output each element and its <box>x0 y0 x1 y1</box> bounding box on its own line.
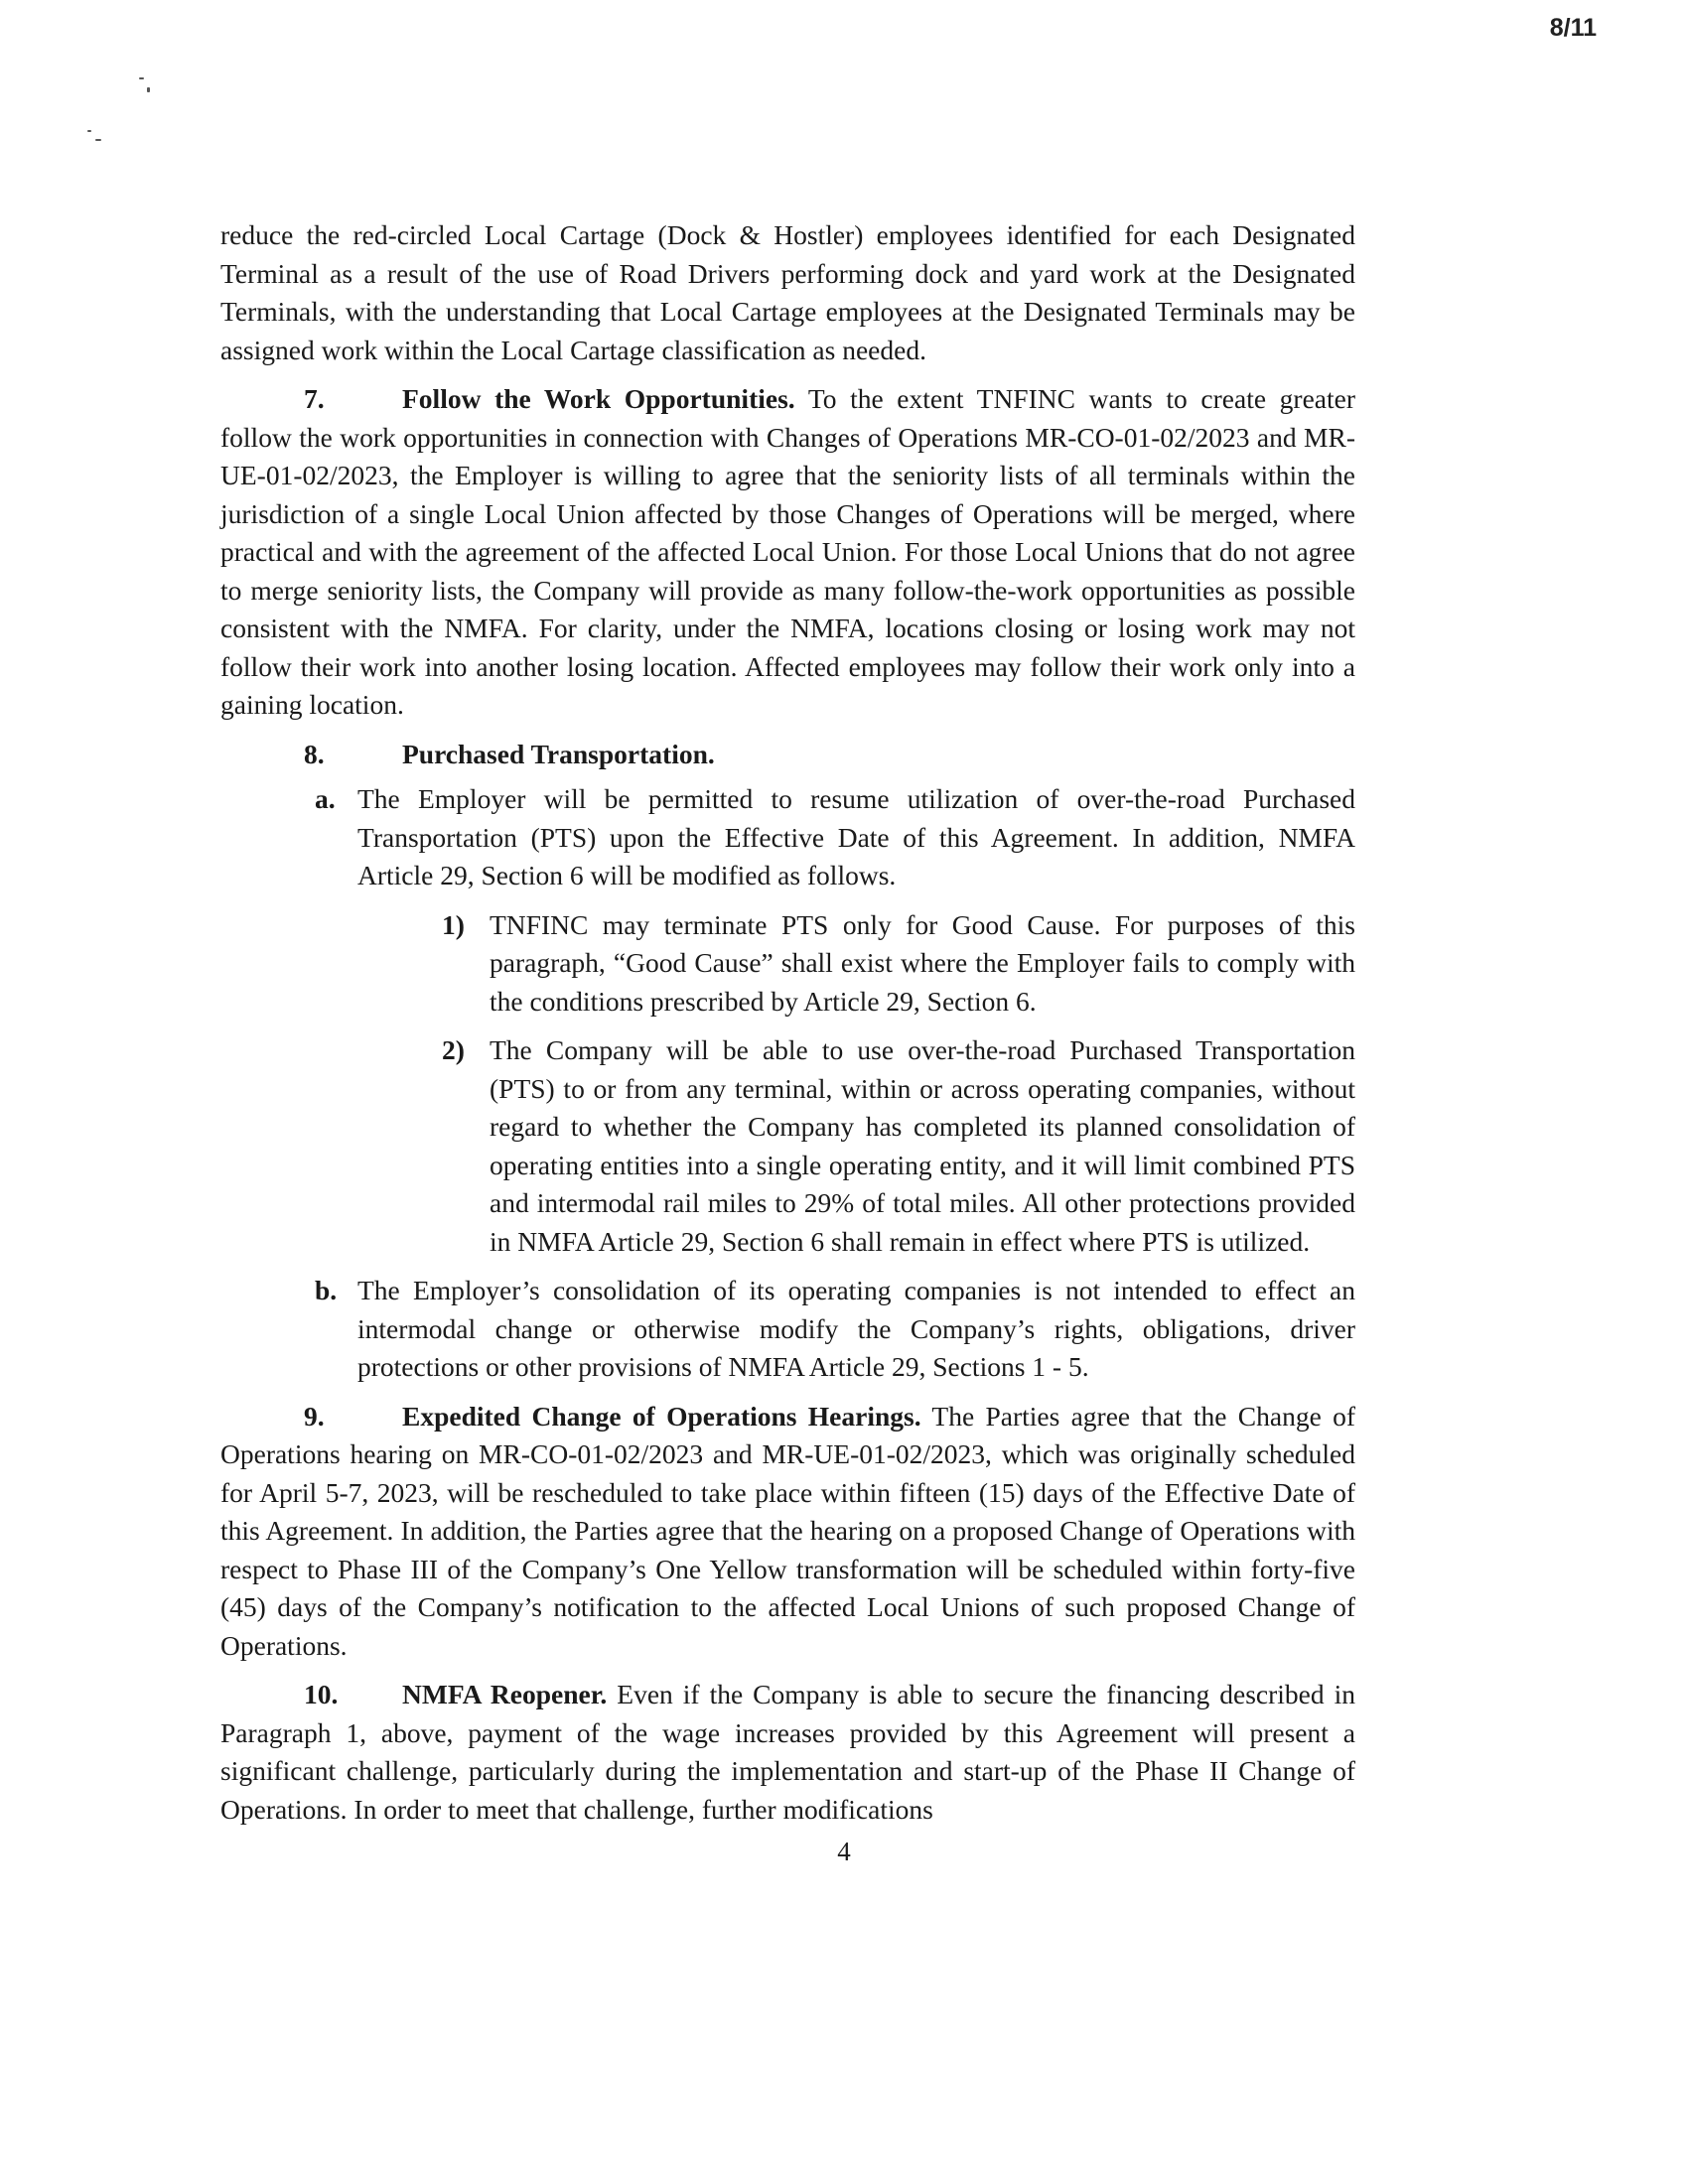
section-number: 10. <box>304 1679 339 1709</box>
section-text: The Parties agree that the Change of Operations hearing on MR-CO-01-02/2023 and MR-UE-01-02/2023, which was originally scheduled for April 5-7, 2023, will be rescheduled to take place within fifteen (15) days of the Effective Date of this Agreement. In addition, the Parties agree that the hearing on a proposed Change of Operations with respect to Phase III of the Company’s One Yellow transformation will be scheduled within forty-five (45) days of the Company’s notification to the affected Local Unions of such proposed Change of Operations. <box>220 1400 1355 1661</box>
section-7 <box>220 380 1355 725</box>
section-text: Even if the Company is able to secure the financing described in Paragraph 1, above, payment of the wage increases provided by this Agreement will present a significant challenge, particularly during the implementation and start-up of the Phase II Change of Operations. In order to meet that challenge, further modifications <box>220 1679 1355 1825</box>
scan-speck <box>139 77 144 79</box>
section-number: 8. <box>304 738 325 769</box>
item-text: The Company will be able to use over-the-road Purchased Transportation (PTS) to or from any terminal, within or across operating companies, without regard to whether the Company has completed its planned consolidation of operating entities into a single operating entity, and it will limit combined PTS and intermodal rail miles to 29% of total miles. All other protections provided in NMFA Article 29, Section 6 shall remain in effect where PTS is utilized. <box>490 1034 1355 1257</box>
section-heading: Expedited Change of Operations Hearings. <box>402 1400 921 1432</box>
section-heading: Purchased Transportation. <box>402 738 715 769</box>
section-number: 9. <box>304 1400 325 1432</box>
section-number: 7. <box>304 383 325 414</box>
list-marker: a. <box>315 783 336 814</box>
item-8a-2 <box>220 1031 1355 1261</box>
section-9 <box>220 1398 1355 1666</box>
item-8a-1 <box>220 906 1355 1022</box>
section-10 <box>220 1676 1355 1829</box>
subsection-8a <box>220 780 1355 895</box>
continued-paragraph: reduce the red-circled Local Cartage (Dock & Hostler) employees identified for each Designated Terminal as a result of the use of Road Drivers performing dock and yard work at the Designated Terminals, with the understanding that Local Cartage employees at the Designated Terminals may be assigned work within the Local Cartage classification as needed. <box>220 219 1355 365</box>
subsection-8b <box>220 1272 1355 1387</box>
scan-speck <box>95 139 101 141</box>
list-marker: 2) <box>442 1034 465 1065</box>
section-text: To the extent TNFINC wants to create greater follow the work opportunities in connection with Changes of Operations MR-CO-01-02/2023 and MR-UE-01-02/2023, the Employer is willing to agree that the seniority lists of all terminals within the jurisdiction of a single Local Union affected by those Changes of Operations will be merged, where practical and with the agreement of the affected Local Union. For those Local Unions that do not agree to merge seniority lists, the Company will provide as many follow-the-work opportunities as possible consistent with the NMFA. For clarity, under the NMFA, locations closing or losing work may not follow their work into another losing location. Affected employees may follow their work only into a gaining location. <box>220 383 1356 720</box>
fax-page-counter: 8/11 <box>1549 14 1597 42</box>
section-heading: NMFA Reopener. <box>402 1679 608 1709</box>
section-8 <box>220 736 1355 774</box>
scan-speck <box>87 130 91 132</box>
scan-speck <box>147 87 150 92</box>
item-text: TNFINC may terminate PTS only for Good Cause. For purposes of this paragraph, “Good Cause” shall exist where the Employer fails to comply with the conditions prescribed by Article 29, Section 6. <box>490 908 1355 1017</box>
document-body <box>220 216 1355 1829</box>
list-marker: b. <box>315 1275 338 1305</box>
list-marker: 1) <box>442 908 465 940</box>
page-number: 4 <box>837 1837 851 1866</box>
section-heading: Follow the Work Opportunities. <box>402 383 795 414</box>
subsection-text: The Employer will be permitted to resume utilization of over-the-road Purchased Transportation (PTS) upon the Effective Date of this Agreement. In addition, NMFA Article 29, Section 6 will be modified as follows. <box>357 783 1355 890</box>
subsection-text: The Employer’s consolidation of its operating companies is not intended to effect an intermodal change or otherwise modify the Company’s rights, obligations, driver protections or other provisions of NMFA Article 29, Sections 1 - 5. <box>357 1275 1355 1382</box>
